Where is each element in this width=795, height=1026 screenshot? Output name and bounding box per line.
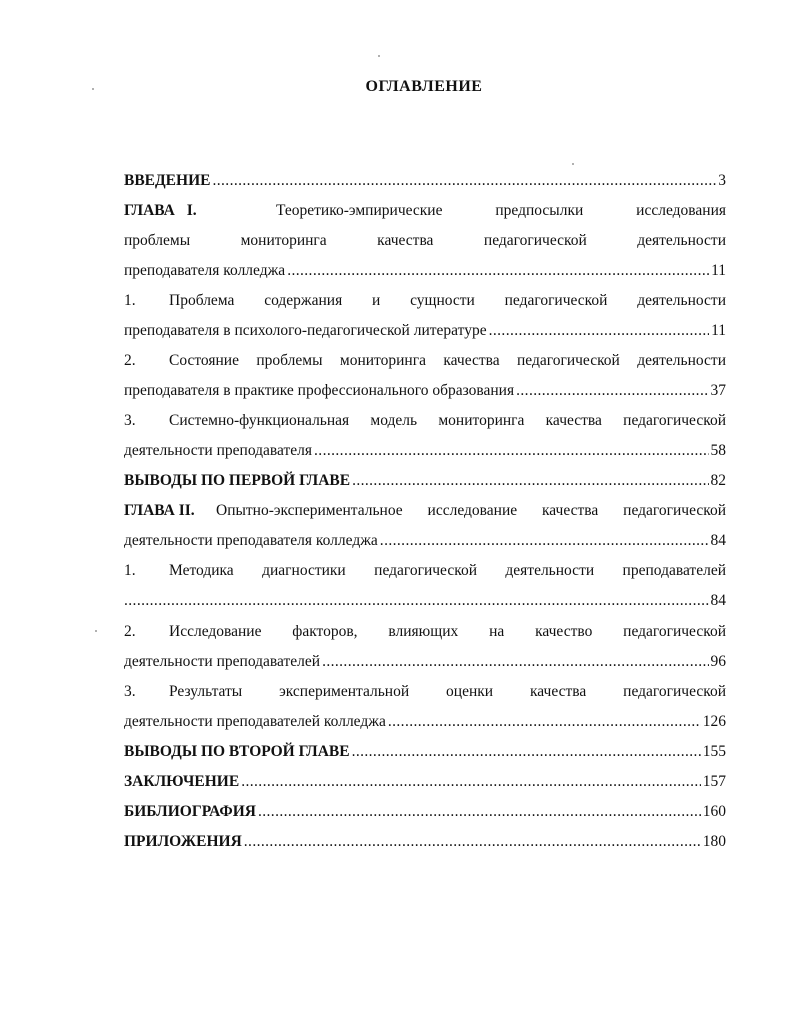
toc-text: Проблема содержания и сущности педагогической деятельности [169,292,726,309]
toc-page-number: 11 [711,322,726,339]
scan-speck [92,88,94,90]
toc-text: Методика диагностики педагогической деятельности преподавателей [169,562,726,579]
toc-label: ВЫВОДЫ ПО ВТОРОЙ ГЛАВЕ [124,743,350,760]
dot-leader [352,471,708,491]
toc-section-number: 3. [124,412,136,429]
toc-text: Состояние проблемы мониторинга качества педагогической деятельности [169,352,726,369]
toc-chapter-label: ГЛАВА I. [124,202,197,219]
toc-text: деятельности преподавателей [124,653,321,670]
toc-text: Теоретико-эмпирические предпосылки исследования [276,202,726,219]
toc-entry-conclusion[interactable] [124,772,726,792]
dot-leader [287,261,709,281]
toc-entry-s12-line1[interactable] [124,351,726,371]
toc-page-number: 84 [710,532,726,549]
toc-entry-intro[interactable] [124,171,726,191]
toc-entry-bibliography[interactable] [124,802,726,822]
scan-speck [572,163,574,165]
toc-section-number: 1. [124,562,136,579]
toc-entry-ch1-line3[interactable] [124,261,726,281]
toc-text: преподавателя в практике профессионального образования [124,382,515,399]
dot-leader [241,772,701,792]
toc-entry-s12-line2[interactable] [124,381,726,401]
toc-page-number: 155 [702,743,726,760]
toc-entry-s21-line2[interactable] [124,591,726,611]
toc-section-number: 2. [124,623,136,640]
toc-label: ПРИЛОЖЕНИЯ [124,833,242,850]
toc-entry-appendix[interactable] [124,832,726,852]
toc-text: Результаты экспериментальной оценки качества педагогической [169,683,726,700]
toc-entry-s13-line1[interactable] [124,411,726,431]
toc-text: Опытно-экспериментальное исследование качества педагогической [216,502,726,519]
toc-entry-s22-line2[interactable] [124,652,726,672]
dot-leader [388,712,701,732]
toc-page-number: 180 [702,833,726,850]
dot-leader [314,441,708,461]
dot-leader [124,591,709,611]
dot-leader [489,321,709,341]
toc-page-number: 160 [702,803,726,820]
toc-page-number: 58 [710,442,726,459]
toc-page-number: 82 [710,472,726,489]
toc-section-number: 2. [124,352,136,369]
toc-text: деятельности преподавателя колледжа [124,532,378,549]
toc-page-number: 84 [710,592,726,609]
toc-text: деятельности преподавателей колледжа [124,713,386,730]
toc-entry-s23-line2[interactable] [124,712,726,732]
toc-entry-conclusions-ch2[interactable] [124,742,726,762]
toc-entry-ch1-line2: проблемы мониторинга качества педагогической деятельности [124,232,726,249]
scan-speck [378,55,380,57]
scan-speck [95,630,97,632]
toc-entry-conclusions-ch1[interactable] [124,471,726,491]
toc-page-number: 37 [710,382,726,399]
toc-page-number: 126 [702,713,726,730]
toc-page-number: 11 [711,262,726,279]
toc-entry-s23-line1[interactable] [124,682,726,702]
toc-label: ЗАКЛЮЧЕНИЕ [124,773,240,790]
toc-page-number: 96 [710,653,726,670]
toc-entry-s13-line2[interactable] [124,441,726,461]
toc-section-number: 3. [124,683,136,700]
toc-section-number: 1. [124,292,136,309]
dot-leader [516,381,708,401]
toc-entry-ch1-line1[interactable] [124,201,726,221]
dot-leader [212,171,716,191]
toc-chapter-label: ГЛАВА II. [124,502,195,519]
toc-page-number: 157 [702,773,726,790]
toc-entry-s21-line1[interactable] [124,561,726,581]
toc-entry-ch2-line1[interactable] [124,501,726,521]
toc-entry-s22-line1[interactable] [124,622,726,642]
toc-entry-ch2-line2[interactable] [124,531,726,551]
toc-entry-s11-line2[interactable] [124,321,726,341]
toc-label: ВВЕДЕНИЕ [124,172,211,189]
dot-leader [380,531,709,551]
toc-text: деятельности преподавателя [124,442,313,459]
toc-page-number: 3 [718,172,726,189]
toc-label: ВЫВОДЫ ПО ПЕРВОЙ ГЛАВЕ [124,472,351,489]
dot-leader [352,742,701,762]
page-title: ОГЛАВЛЕНИЕ [365,78,483,95]
toc-label: БИБЛИОГРАФИЯ [124,803,256,820]
dot-leader [258,802,701,822]
toc-entry-s11-line1[interactable] [124,291,726,311]
toc-text: Системно-функциональная модель мониторинга качества педагогической [169,412,726,429]
dot-leader [322,652,708,672]
dot-leader [244,832,701,852]
toc-text: преподавателя в психолого-педагогической литературе [124,322,487,339]
toc-text: Исследование факторов, влияющих на качество педагогической [169,623,726,640]
toc-text: преподавателя колледжа [124,262,286,279]
